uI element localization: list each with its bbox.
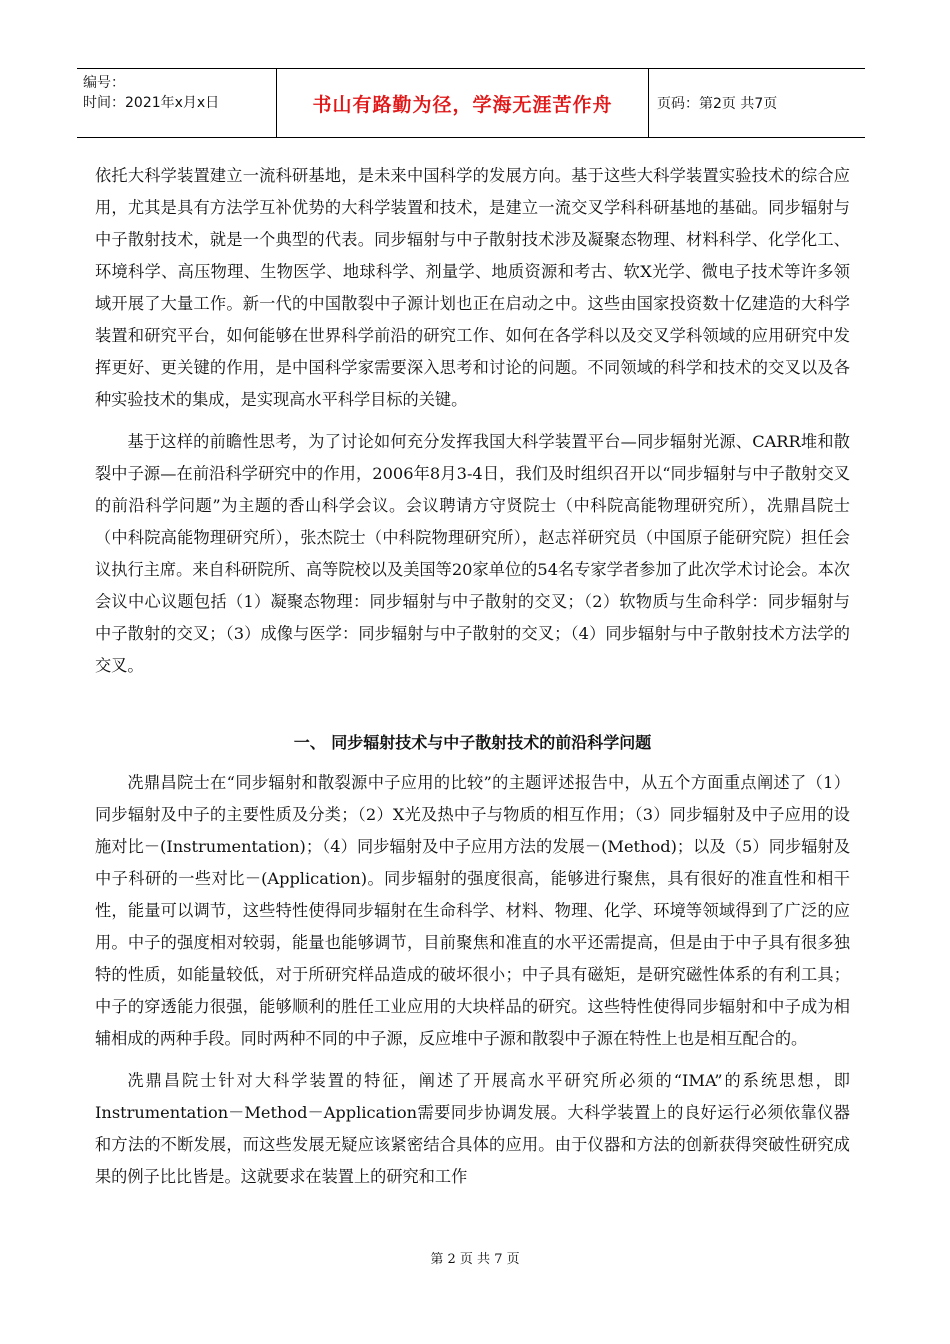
- paragraph-4: 冼鼎昌院士针对大科学装置的特征，阐述了开展高水平研究所必须的“IMA”的系统思想，即Instrumentation－Method－Application需要同步协调发展。大科学装置上的良好运行必须依靠仪器和方法的不断发展，而这些发展无疑应该紧密结合具体的应用。由于仪器和方法的创新获得突破性研究成果的例子比比皆是。这就要求在装置上的研究和工作: [95, 1071, 850, 1186]
- header-page-info: 页码：第2页 共7页: [657, 96, 778, 112]
- page-footer: 第 2 页 共 7 页: [430, 1252, 520, 1267]
- header-left-cell: [77, 69, 277, 137]
- paragraph-1: 依托大科学装置建立一流科研基地，是未来中国科学的发展方向。基于这些大科学装置实验技术的综合应用，尤其是具有方法学互补优势的大科学装置和技术，是建立一流交叉学科科研基地的基础。同步辐射与中子散射技术，就是一个典型的代表。同步辐射与中子散射技术涉及凝聚态物理、材料科学、化学化工、环境科学、高压物理、生物医学、地球科学、剂量学、地质资源和考古、软X光学、微电子技术等许多领域开展了大量工作。新一代的中国散裂中子源计划也正在启动之中。这些由国家投资数十亿建造的大科学装置和研究平台，如何能够在世界科学前沿的研究工作、如何在各学科以及交叉学科领域的应用研究中发挥更好、更关键的作用，是中国科学家需要深入思考和讨论的问题。不同领域的科学和技术的交叉以及各种实验技术的集成，是实现高水平科学目标的关键。: [95, 166, 850, 409]
- document-body: [95, 160, 850, 1193]
- section-heading: 一、 同步辐射技术与中子散射技术的前沿科学问题: [293, 733, 652, 752]
- number-label: 编号：: [83, 75, 125, 91]
- header-motto: 书山有路勤为径，学海无涯苦作舟: [277, 69, 649, 137]
- time-label: 时间：2021年x月x日: [83, 95, 220, 111]
- page-header: [77, 68, 865, 138]
- paragraph-2: 基于这样的前瞻性思考，为了讨论如何充分发挥我国大科学装置平台—同步辐射光源、CARR堆和散裂中子源—在前沿科学研究中的作用，2006年8月3-4日，我们及时组织召开以“同步辐射与中子散射交叉的前沿科学问题”为主题的香山科学会议。会议聘请方守贤院士（中科院高能物理研究所），冼鼎昌院士（中科院高能物理研究所），张杰院士（中科院物理研究所），赵志祥研究员（中国原子能研究院）担任会议执行主席。来自科研院所、高等院校以及美国等20家单位的54名专家学者参加了此次学术讨论会。本次会议中心议题包括（1）凝聚态物理：同步辐射与中子散射的交叉；（2）软物质与生命科学：同步辐射与中子散射的交叉；（3）成像与医学：同步辐射与中子散射的交叉；（4）同步辐射与中子散射技术方法学的交叉。: [95, 432, 850, 675]
- paragraph-3: 冼鼎昌院士在“同步辐射和散裂源中子应用的比较”的主题评述报告中，从五个方面重点阐述了（1）同步辐射及中子的主要性质及分类；（2）X光及热中子与物质的相互作用；（3）同步辐射及中子应用的设施对比－(Instrumentation)；（4）同步辐射及中子应用方法的发展－(Method)；以及（5）同步辐射及中子科研的一些对比－(Application)。同步辐射的强度很高，能够进行聚焦，具有很好的准直性和相干性，能量可以调节，这些特性使得同步辐射在生命科学、材料、物理、化学、环境等领域得到了广泛的应用。中子的强度相对较弱，能量也能够调节，目前聚焦和准直的水平还需提高，但是由于中子具有很多独特的性质，如能量较低，对于所研究样品造成的破坏很小；中子具有磁矩，是研究磁性体系的有利工具；中子的穿透能力很强，能够顺利的胜任工业应用的大块样品的研究。这些特性使得同步辐射和中子成为相辅相成的两种手段。同时两种不同的中子源，反应堆中子源和散裂中子源在特性上也是相互配合的。: [95, 773, 850, 1048]
